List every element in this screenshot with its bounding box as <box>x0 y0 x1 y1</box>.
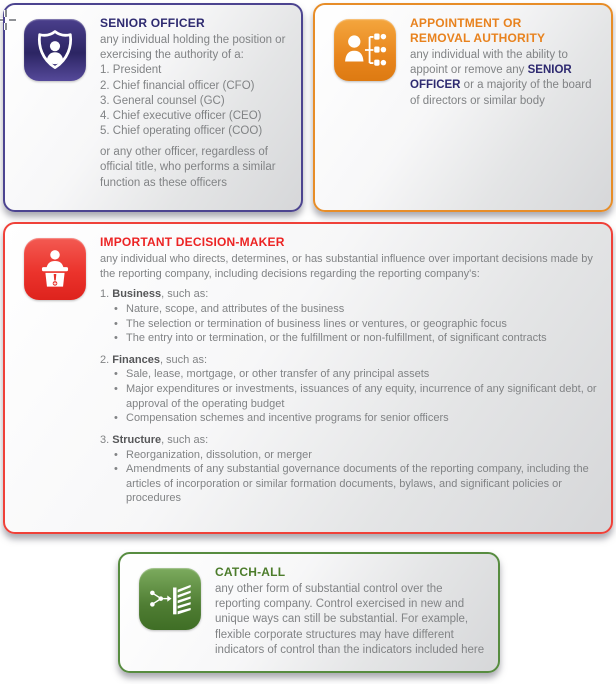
card-appointment-removal <box>313 3 613 212</box>
body-text: any individual with the ability to appoint or remove any <box>410 49 568 77</box>
category-business <box>100 287 601 346</box>
bullet-item: • The entry into or termination, or the fulfillment or non-fulfillment, of significant contracts <box>114 331 601 346</box>
category-suffix: , such as: <box>159 353 208 366</box>
appointment-removal-title: APPOINTMENT OR REMOVAL AUTHORITY <box>410 16 546 45</box>
list-item: President <box>112 64 162 77</box>
decision-maker-title: IMPORTANT DECISION-MAKER <box>100 235 285 249</box>
category-heading <box>100 288 208 300</box>
business-bullets <box>114 302 601 346</box>
category-finances <box>100 353 601 426</box>
category-suffix: , such as: <box>161 288 209 301</box>
decision-categories <box>100 287 601 506</box>
catch-all-body: any other form of substantial control over the reporting company. Control exercised in new and unique ways can still be substantial. For example, flexible corporate structures may have different indicators of control than the indicators included here <box>215 583 485 656</box>
bullet-item: • Amendments of any substantial governance documents of the reporting company, including the articles of incorporation or similar formation documents, bylaws, and significant policies or procedures <box>114 462 601 506</box>
senior-officer-list <box>100 63 291 139</box>
category-label: Business <box>112 288 162 301</box>
crosshair-cursor <box>0 8 18 32</box>
card-important-decision-maker <box>3 222 613 534</box>
list-item: Chief executive officer (CEO) <box>112 109 262 122</box>
bullet-item: • Sale, lease, mortgage, or other transfer of any principal assets <box>114 367 601 382</box>
category-label: Structure <box>112 433 162 446</box>
senior-officer-reference: SENIOR OFFICER <box>410 64 572 92</box>
list-item: General counsel (GC) <box>112 94 225 107</box>
list-item: Chief operating officer (COO) <box>112 125 263 138</box>
person-org-chart-icon <box>334 19 396 81</box>
card-catch-all <box>118 552 500 673</box>
list-item: Chief financial officer (CFO) <box>112 79 255 92</box>
senior-officer-intro: any individual holding the position or exercising the authority of a: <box>100 34 286 62</box>
card-senior-officer <box>3 3 303 212</box>
podium-speaker-icon <box>24 238 86 300</box>
structure-bullets <box>114 448 601 507</box>
decision-maker-intro: any individual who directs, determines, or has substantial influence over important decisions made by the reporting company, including decisions regarding the reporting company's: <box>100 253 593 280</box>
body-text: or a majority of the board of directors or similar body <box>410 79 592 107</box>
bullet-item: • Nature, scope, and attributes of the business <box>114 302 601 317</box>
senior-officer-outro: or any other officer, regardless of official title, who performs a similar function as these officers <box>100 146 276 189</box>
bullet-item: • Compensation schemes and incentive programs for senior officers <box>114 411 601 426</box>
bullet-item: • The selection or termination of business lines or ventures, or geographic focus <box>114 317 601 332</box>
bullet-item: • Major expenditures or investments, issuances of any equity, incurrence of any significant debt, or approval of the operating budget <box>114 382 601 411</box>
category-heading <box>100 354 207 366</box>
category-label: Finances <box>112 353 160 366</box>
category-heading <box>100 434 208 446</box>
bullet-item: • Reorganization, dissolution, or merger <box>114 448 601 463</box>
shield-person-icon <box>24 19 86 81</box>
share-building-icon <box>139 568 201 630</box>
category-structure <box>100 433 601 506</box>
category-suffix: , such as: <box>161 433 209 446</box>
senior-officer-title: SENIOR OFFICER <box>100 16 205 30</box>
catch-all-title: CATCH-ALL <box>215 565 286 579</box>
appointment-removal-body <box>410 48 601 109</box>
finances-bullets <box>114 367 601 426</box>
